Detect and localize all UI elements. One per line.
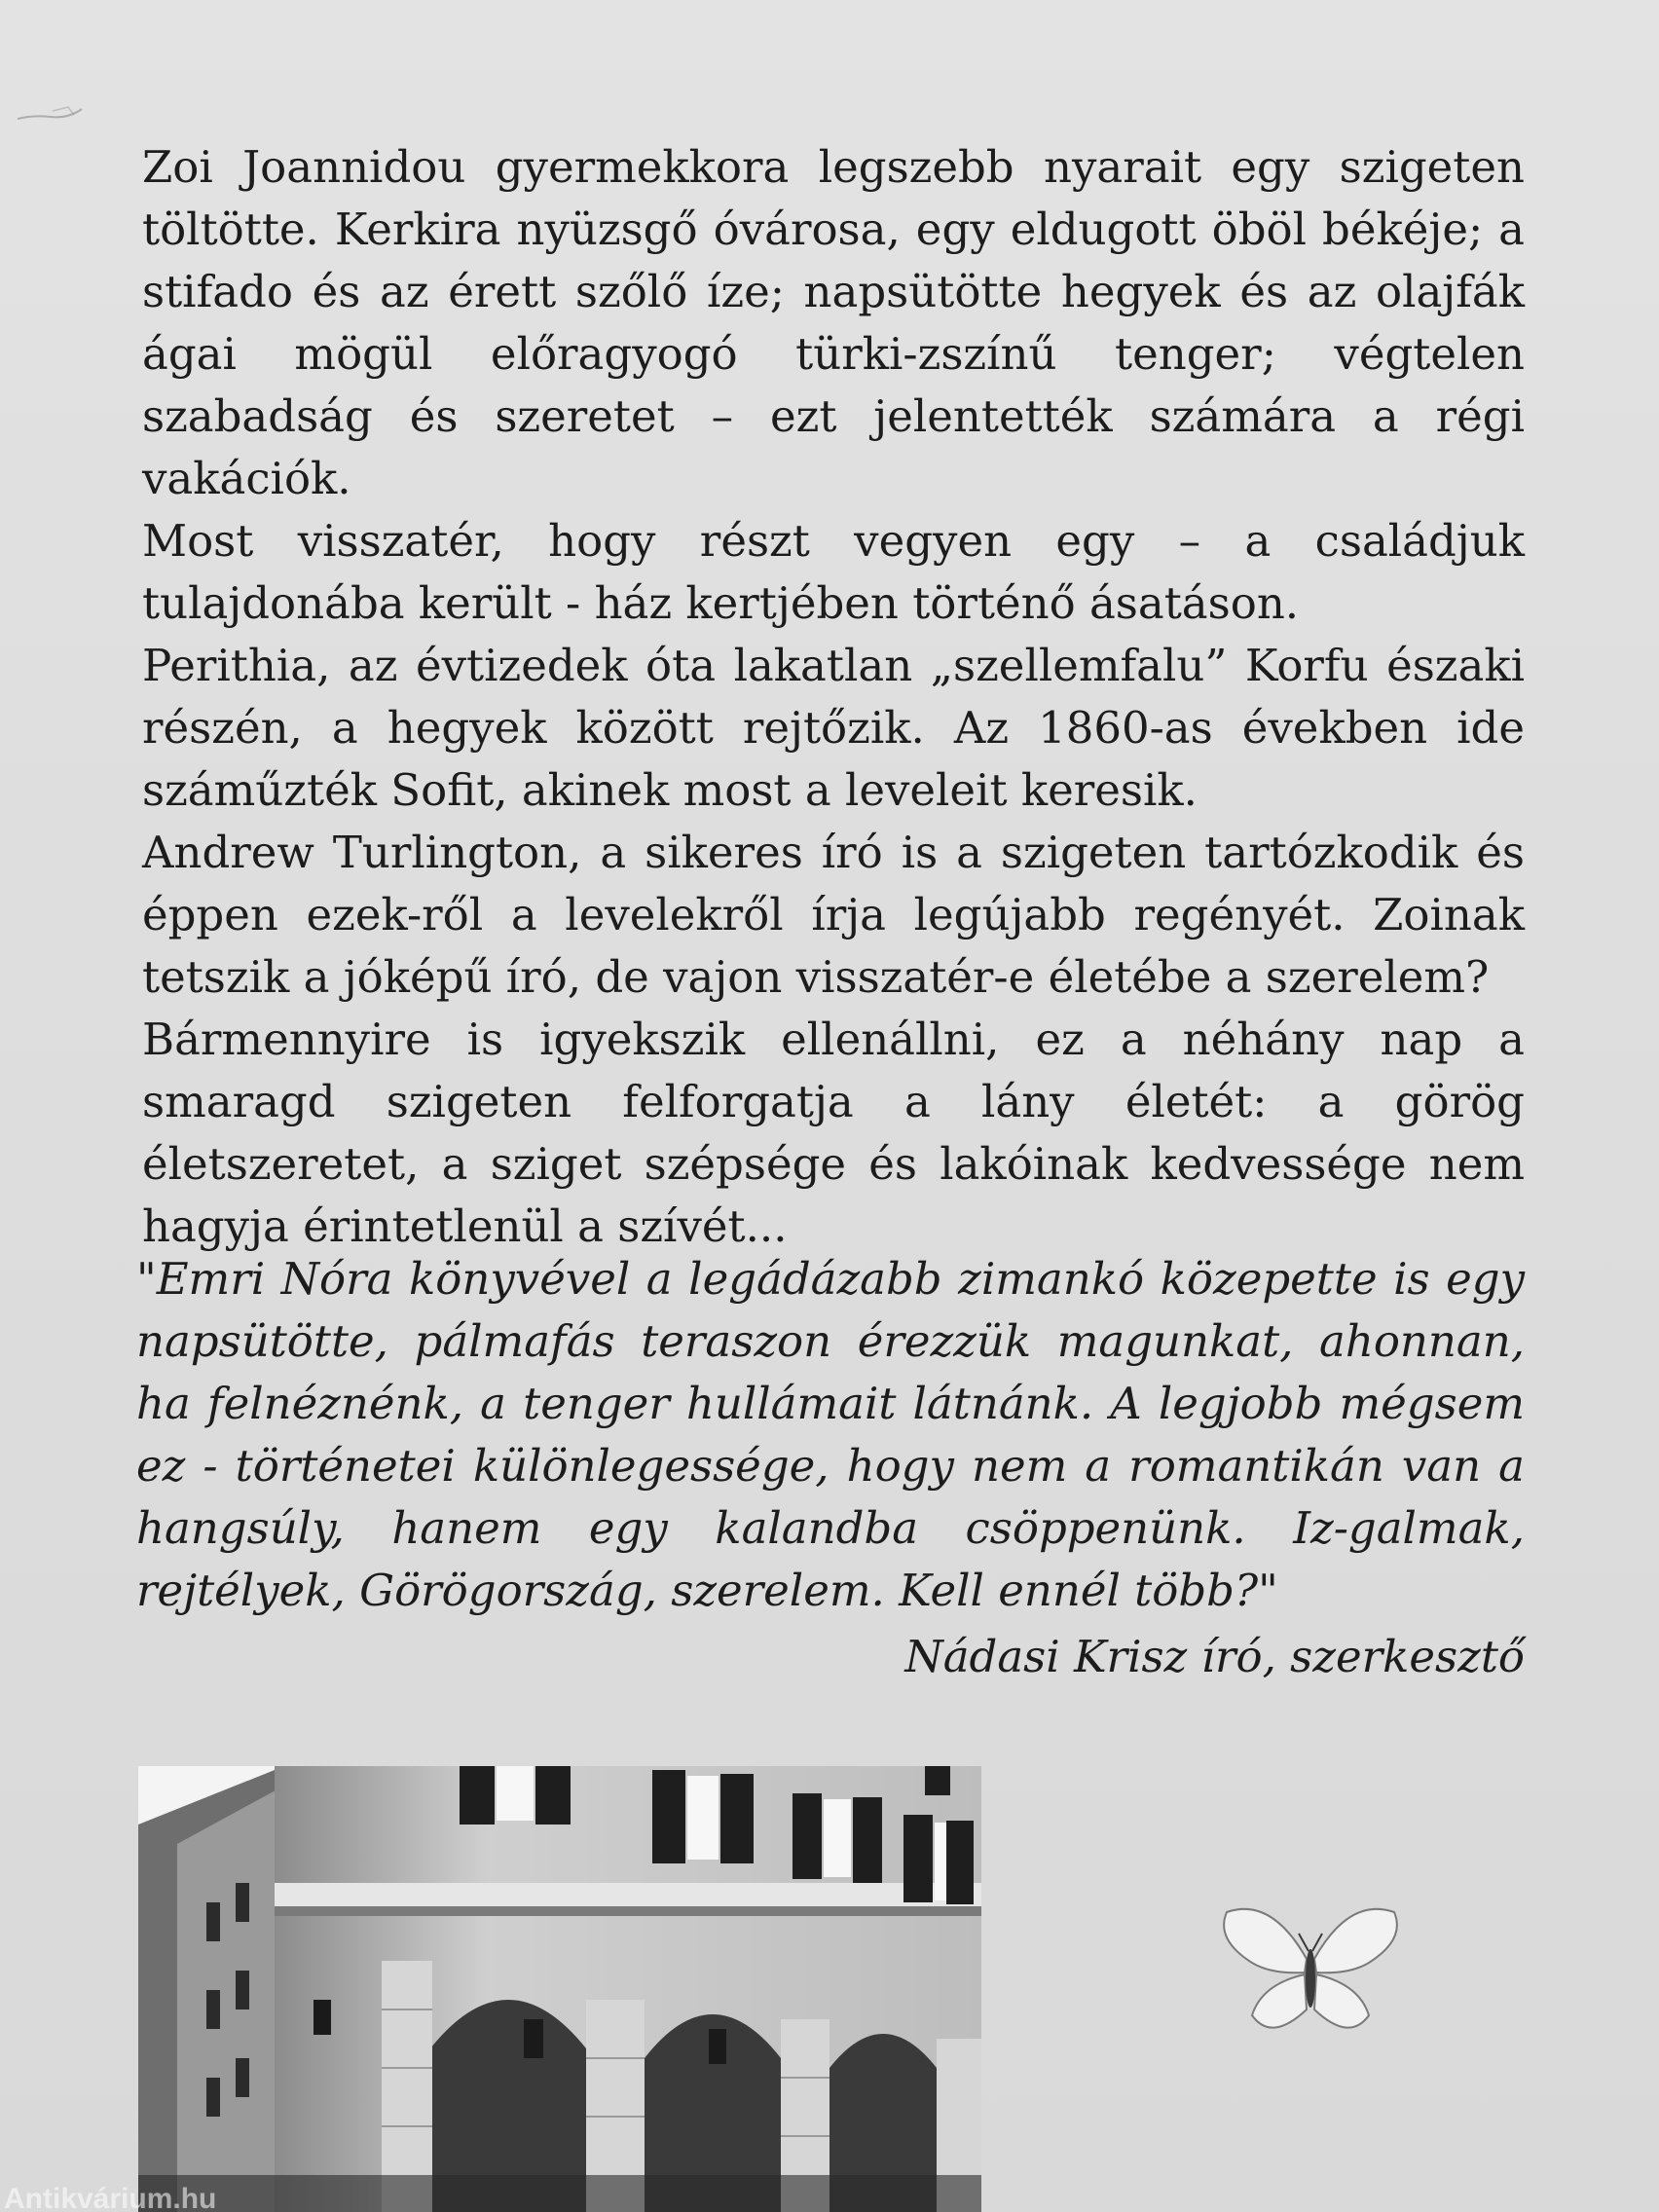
blurb-paragraph-2: Most visszatér, hogy részt vegyen egy – a családjuk tulajdonába került - ház kertjében történő ásatáson. — [142, 515, 1525, 629]
svg-text:Antikvárium.hu: Antikvárium.hu — [4, 2183, 217, 2212]
review-attribution: Nádasi Krisz író, szerkesztő — [904, 1631, 1525, 1682]
blurb-paragraph-4: Andrew Turlington, a sikeres író is a szigeten tartózkodik és éppen ezek-ről a levelekről írja legújabb regényét. Zoinak tetszik a jóképű író, de vajon visszatér-e életébe a szerelem? — [142, 827, 1525, 1003]
blurb-paragraph-1: Zoi Joannidou gyermekkora legszebb nyarait egy szigeten töltötte. Kerkira nyüzsgő óvárosa, egy eldugott öböl békéje; a stifado és az érett szőlő íze; napsütötte hegyek és az olajfák ágai mögül előragyogó türki-zszínű tenger; végtelen szabadság és szeretet – ezt jelentették számára a régi vakációk. — [142, 141, 1525, 504]
blurb-text — [142, 136, 1525, 1258]
blurb-paragraph-3: Perithia, az évtizedek óta lakatlan „szellemfalu” Korfu északi részén, a hegyek között rejtőzik. Az 1860-as években ide száműzték Sofit, akinek most a leveleit keresik. — [142, 640, 1525, 816]
review-quote: "Emri Nóra könyvével a legádázabb zimankó közepette is egy napsütötte, pálmafás teraszon érezzük magunkat, ahonnan, ha felnéznénk, a tenger hullámait látnánk. A legjobb mégsem ez - történetei különlegessége, hogy nem a romantikán van a hangsúly, hanem egy kalandba csöppenünk. Iz-galmak, rejtélyek, Görögország, szerelem. Kell ennél több?" — [136, 1253, 1525, 1616]
butterfly-icon — [1213, 1900, 1408, 2046]
arcaded-building-photo — [138, 1766, 981, 2212]
blurb-paragraph-5: Bármennyire is igyekszik ellenállni, ez a néhány nap a smaragd szigeten felforgatja a lány életét: a görög életszeretet, a sziget szépsége és lakóinak kedvessége nem hagyja érintetlenül a szívét... — [142, 1014, 1525, 1252]
site-watermark — [0, 2181, 370, 2212]
scuff-mark — [14, 90, 111, 129]
